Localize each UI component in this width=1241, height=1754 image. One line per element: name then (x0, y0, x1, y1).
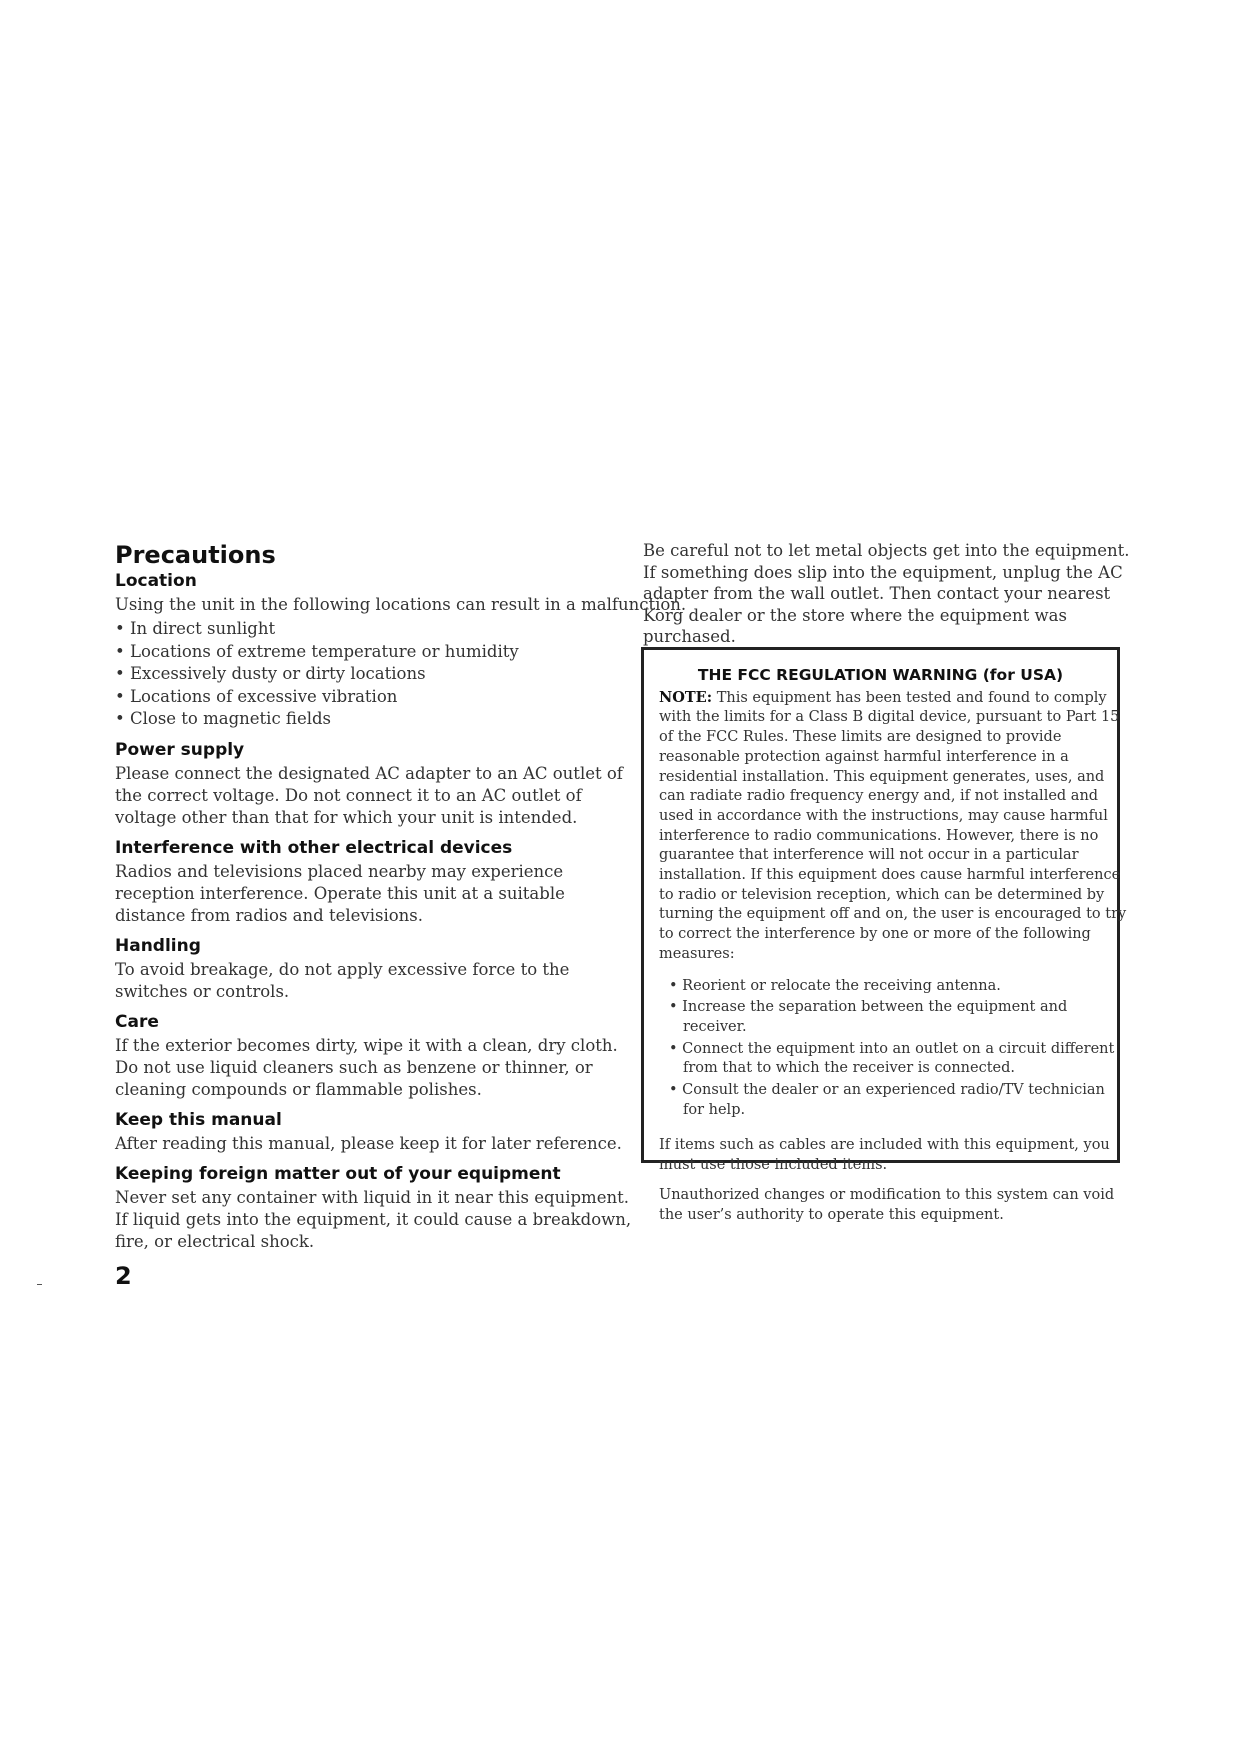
fcc-note (659, 688, 1129, 965)
page-number: 2 (115, 1261, 132, 1290)
handling-text: To avoid breakage, do not apply excessive force to the switches or controls. (115, 959, 570, 1001)
fcc-warning-box (641, 647, 1127, 1223)
list-item: • Close to magnetic fields (115, 708, 635, 731)
location-heading: Location (115, 571, 197, 591)
care-heading: Care (115, 1011, 159, 1032)
foreign-matter-heading: Keeping foreign matter out of your equipment (115, 1163, 561, 1184)
metal-objects-note (643, 540, 1143, 648)
list-item: • Excessively dusty or dirty locations (115, 663, 635, 686)
fcc-cables-text: If items such as cables are included with this equipment, you must use those included items. (659, 1137, 1110, 1174)
list-item: • Locations of excessive vibration (115, 686, 635, 709)
fcc-unauthorized-text: Unauthorized changes or modification to this system can void the user’s authority to operate this equipment. (659, 1186, 1115, 1223)
list-item: • In direct sunlight (115, 618, 635, 641)
list-item: • Locations of extreme temperature or humidity (115, 641, 635, 664)
list-item: • Connect the equipment into an outlet on a circuit different from that to which the receiver is connected. (669, 1040, 1117, 1079)
interference-heading: Interference with other electrical devices (115, 837, 513, 858)
note-label: NOTE: (659, 688, 713, 706)
scan-mark (37, 1284, 42, 1285)
location-intro: Using the unit in the following locations can result in a malfunction. (115, 595, 687, 614)
list-item: • Reorient or relocate the receiving antenna. (669, 977, 1117, 997)
fcc-title: THE FCC REGULATION WARNING (for USA) (697, 666, 1064, 684)
fcc-measures-list (659, 977, 1117, 1121)
list-item: • Consult the dealer or an experienced radio/TV technician for help. (669, 1081, 1117, 1120)
keep-manual-text: After reading this manual, please keep it for later reference. (115, 1133, 622, 1153)
handling-heading: Handling (115, 935, 201, 956)
note-text: This equipment has been tested and found to comply with the limits for a Class B digital device, pursuant to Part 15 of the FCC Rules. These limits are designed to provide reasonable protection against harmful interference in a residential installation. This equipment generates, uses, and can radiate radio frequency energy and, if not installed and used in accordance with the instructions, may cause harmful interference to radio communications. However, there is no guarantee that interference will not occur in a particular installation. If this equipment does cause harmful interference to radio or television reception, which can be determined by turning the equipment off and on, the user is encouraged to try to correct the interference by one or more of the following measures: (659, 689, 1127, 962)
keep-manual-heading: Keep this manual (115, 1109, 282, 1130)
care-text: If the exterior becomes dirty, wipe it with a clean, dry cloth. Do not use liquid cleaners such as benzene or thinner, or cleaning compounds or flammable polishes. (115, 1035, 618, 1099)
interference-text: Radios and televisions placed nearby may experience reception interference. Operate this unit at a suitable distance from radios and televisions. (115, 861, 565, 925)
location-list (115, 618, 635, 731)
page-title: Precautions (115, 541, 276, 569)
metal-objects-text: Be careful not to let metal objects get into the equipment. If something does slip into the equipment, unplug the AC adapter from the wall outlet. Then contact your nearest Korg dealer or the store where the equipment was purchased. (643, 541, 1130, 646)
power-supply-heading: Power supply (115, 739, 245, 760)
list-item: • Increase the separation between the equipment and receiver. (669, 998, 1117, 1037)
foreign-matter-text: Never set any container with liquid in it near this equipment. If liquid gets into the equipment, it could cause a breakdown, fire, or electrical shock. (115, 1187, 632, 1251)
power-supply-text: Please connect the designated AC adapter to an AC outlet of the correct voltage. Do not connect it to an AC outlet of voltage other than that for which your unit is intended. (115, 763, 623, 827)
